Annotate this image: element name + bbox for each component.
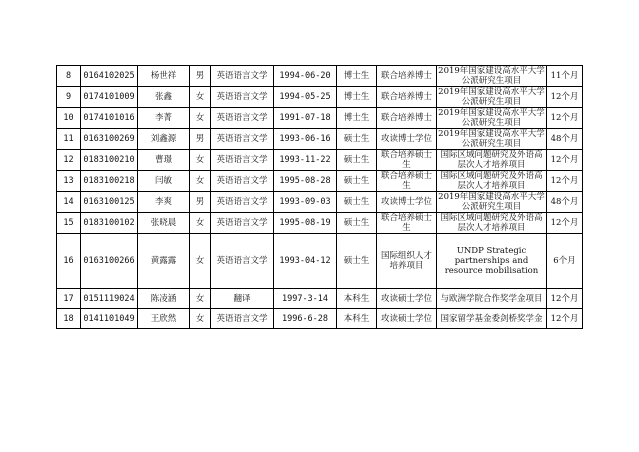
birth-date-cell: 1993-11-22	[274, 150, 337, 171]
row-number-cell: 8	[57, 66, 81, 87]
duration-cell: 48个月	[547, 129, 583, 150]
row-number-cell: 9	[57, 87, 81, 108]
roster-body	[57, 66, 583, 329]
birth-date-cell: 1993-04-12	[274, 234, 337, 289]
row-number-cell: 14	[57, 192, 81, 213]
table-row	[57, 289, 583, 309]
birth-date-cell: 1997-3-14	[274, 289, 337, 309]
duration-cell: 12个月	[547, 108, 583, 129]
student-roster-table	[56, 65, 583, 329]
table-row	[57, 87, 583, 108]
table-row	[57, 213, 583, 234]
student-name-cell: 张鑫	[138, 87, 190, 108]
study-type-cell: 联合培养博士	[377, 66, 437, 87]
gender-cell: 女	[190, 150, 211, 171]
degree-level-cell: 博士生	[337, 108, 377, 129]
student-id-cell: 0183100102	[81, 213, 138, 234]
student-id-cell: 0183100210	[81, 150, 138, 171]
row-number-cell: 17	[57, 289, 81, 309]
table-row	[57, 171, 583, 192]
row-number-cell: 16	[57, 234, 81, 289]
student-name-cell: 李菁	[138, 108, 190, 129]
project-name-cell: 2019年国家建设高水平大学公派研究生项目	[438, 87, 545, 107]
gender-cell: 女	[190, 309, 211, 329]
project-name-cell: 国际区域问题研究及外语高层次人才培养项目	[437, 150, 547, 171]
birth-date-cell: 1993-06-16	[274, 129, 337, 150]
degree-level-cell: 硕士生	[337, 192, 377, 213]
row-number-cell: 13	[57, 171, 81, 192]
major-cell: 英语语言文学	[211, 87, 274, 108]
row-number-cell: 10	[57, 108, 81, 129]
major-cell: 英语语言文学	[211, 129, 274, 150]
project-name-cell: 2019年国家建设高水平大学公派研究生项目	[438, 108, 545, 128]
row-number-cell: 11	[57, 129, 81, 150]
duration-cell: 48个月	[547, 192, 583, 213]
student-name-cell: 陈凌涵	[138, 289, 190, 309]
duration-cell: 12个月	[547, 289, 583, 309]
table-row	[57, 150, 583, 171]
degree-level-cell: 博士生	[337, 87, 377, 108]
birth-date-cell: 1994-06-20	[274, 66, 337, 87]
gender-cell: 女	[190, 108, 211, 129]
student-name-cell: 张晓晨	[138, 213, 190, 234]
project-name-cell: 国家留学基金委剑桥奖学金	[437, 309, 547, 329]
table-row	[57, 234, 583, 289]
study-type-cell: 攻读博士学位	[377, 192, 437, 213]
birth-date-cell: 1995-08-19	[274, 213, 337, 234]
project-name-cell: 2019年国家建设高水平大学公派研究生项目	[438, 192, 545, 212]
student-name-cell: 黄露露	[138, 234, 190, 289]
project-name-cell: 与欧洲学院合作奖学金项目	[437, 289, 547, 309]
duration-cell: 12个月	[547, 171, 583, 192]
duration-cell: 12个月	[547, 309, 583, 329]
major-cell: 英语语言文学	[211, 171, 274, 192]
degree-level-cell: 本科生	[337, 309, 377, 329]
student-id-cell: 0141101049	[81, 309, 138, 329]
study-type-cell: 联合培养硕士生	[377, 171, 437, 192]
gender-cell: 男	[190, 129, 211, 150]
gender-cell: 男	[190, 66, 211, 87]
student-id-cell: 0163100125	[81, 192, 138, 213]
student-id-cell: 0163100269	[81, 129, 138, 150]
major-cell: 英语语言文学	[211, 66, 274, 87]
degree-level-cell: 硕士生	[337, 234, 377, 289]
student-name-cell: 李爽	[138, 192, 190, 213]
project-name-cell: 国际区域问题研究及外语高层次人才培养项目	[437, 213, 547, 234]
student-name-cell: 杨世祥	[138, 66, 190, 87]
gender-cell: 女	[190, 213, 211, 234]
gender-cell: 女	[190, 289, 211, 309]
major-cell: 英语语言文学	[211, 150, 274, 171]
student-id-cell: 0163100266	[81, 234, 138, 289]
study-type-cell: 联合培养博士	[377, 87, 437, 108]
duration-cell: 12个月	[547, 150, 583, 171]
birth-date-cell: 1996-6-28	[274, 309, 337, 329]
student-name-cell: 闫敏	[138, 171, 190, 192]
study-type-cell: 攻读博士学位	[377, 129, 437, 150]
study-type-cell: 攻读硕士学位	[377, 289, 437, 309]
project-name-cell: 2019年国家建设高水平大学公派研究生项目	[438, 66, 545, 86]
degree-level-cell: 硕士生	[337, 150, 377, 171]
project-name-cell: UNDP Strategic partnerships and resource mobilisation	[437, 234, 547, 289]
study-type-cell: 攻读硕士学位	[377, 309, 437, 329]
study-type-cell: 联合培养博士	[377, 108, 437, 129]
duration-cell: 12个月	[547, 87, 583, 108]
student-id-cell: 0164102025	[81, 66, 138, 87]
study-type-cell: 联合培养硕士生	[377, 213, 437, 234]
table-row	[57, 309, 583, 329]
major-cell: 英语语言文学	[211, 234, 274, 289]
row-number-cell: 15	[57, 213, 81, 234]
study-type-cell: 国际组织人才培养项目	[377, 234, 437, 289]
major-cell: 翻译	[211, 289, 274, 309]
row-number-cell: 18	[57, 309, 81, 329]
birth-date-cell: 1994-05-25	[274, 87, 337, 108]
duration-cell: 12个月	[547, 213, 583, 234]
major-cell: 英语语言文学	[211, 192, 274, 213]
student-name-cell: 曹璟	[138, 150, 190, 171]
duration-cell: 11个月	[547, 66, 583, 87]
student-id-cell: 0151119024	[81, 289, 138, 309]
study-type-cell: 联合培养硕士生	[377, 150, 437, 171]
gender-cell: 女	[190, 234, 211, 289]
birth-date-cell: 1991-07-18	[274, 108, 337, 129]
project-name-cell: 国际区域问题研究及外语高层次人才培养项目	[437, 171, 547, 192]
table-row	[57, 66, 583, 87]
table-row	[57, 192, 583, 213]
gender-cell: 男	[190, 192, 211, 213]
student-name-cell: 王欣然	[138, 309, 190, 329]
gender-cell: 女	[190, 87, 211, 108]
row-number-cell: 12	[57, 150, 81, 171]
major-cell: 英语语言文学	[211, 108, 274, 129]
birth-date-cell: 1995-08-28	[274, 171, 337, 192]
student-name-cell: 刘鑫源	[138, 129, 190, 150]
duration-cell: 6个月	[547, 234, 583, 289]
major-cell: 英语语言文学	[211, 213, 274, 234]
birth-date-cell: 1993-09-03	[274, 192, 337, 213]
degree-level-cell: 硕士生	[337, 213, 377, 234]
degree-level-cell: 硕士生	[337, 171, 377, 192]
table-row	[57, 129, 583, 150]
major-cell: 英语语言文学	[211, 309, 274, 329]
degree-level-cell: 硕士生	[337, 129, 377, 150]
degree-level-cell: 本科生	[337, 289, 377, 309]
student-id-cell: 0174101016	[81, 108, 138, 129]
gender-cell: 女	[190, 171, 211, 192]
table-row	[57, 108, 583, 129]
student-id-cell: 0183100218	[81, 171, 138, 192]
student-id-cell: 0174101009	[81, 87, 138, 108]
degree-level-cell: 博士生	[337, 66, 377, 87]
project-name-cell: 2019年国家建设高水平大学公派研究生项目	[438, 129, 545, 149]
